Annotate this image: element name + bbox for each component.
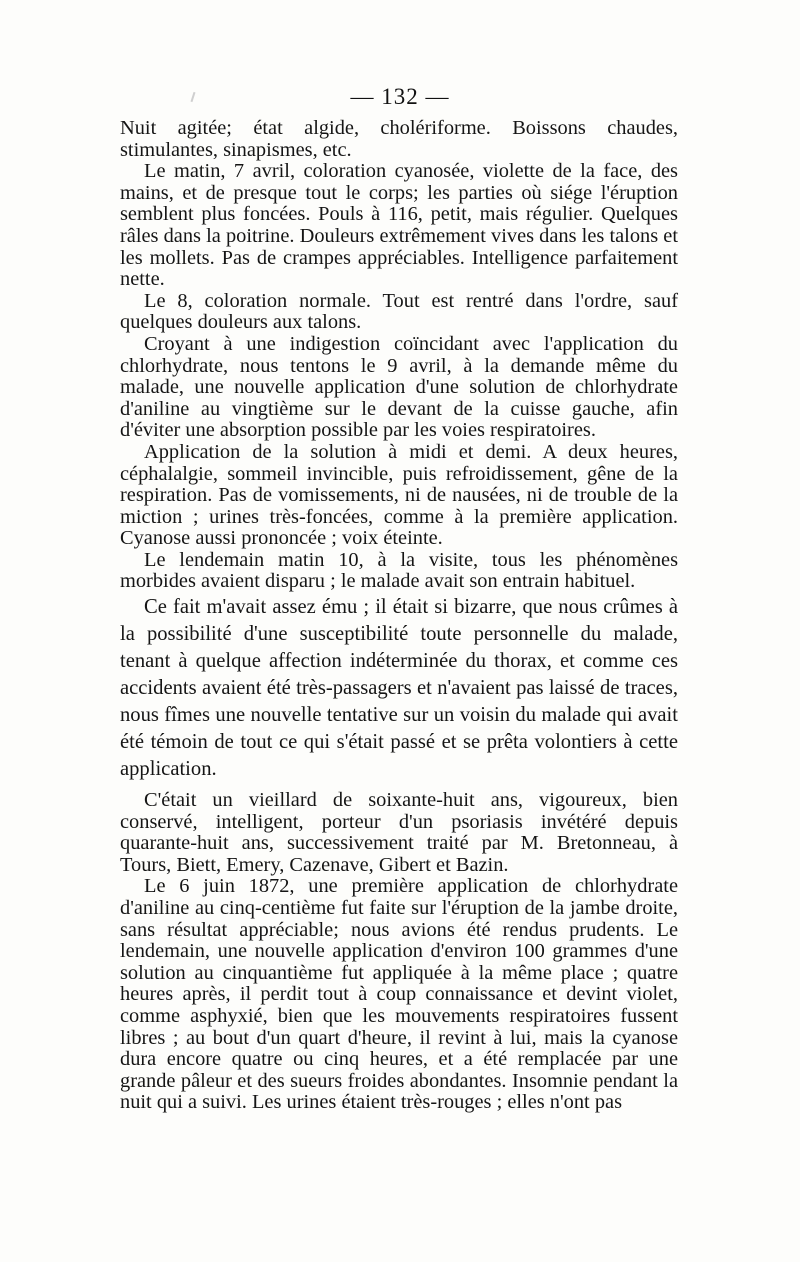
page-number: — 132 — xyxy=(350,84,450,109)
paragraph: Le lendemain matin 10, à la visite, tous les phénomènes morbides avaient disparu ; le malade avait son entrain habituel. xyxy=(120,548,678,593)
paragraph: Croyant à une indigestion coïncidant avec l'application du chlorhydrate, nous tentons le 9 avril, à la demande même du malade, une nouvelle application d'une solution de chlorhydrate d'aniline au vingtième sur le devant de la cuisse gauche, afin d'éviter une absorption possible par les voies respiratoires. xyxy=(120,332,678,442)
text-block-case-continuation xyxy=(120,118,678,593)
paragraph: Application de la solution à midi et demi. A deux heures, céphalalgie, sommeil invincible, puis refroidissement, gêne de la respiration. Pas de vomissements, ni de nausées, ni de trouble de la miction ; urines très-foncées, comme à la première application. Cyanose aussi prononcée ; voix éteinte. xyxy=(120,440,678,550)
text-block-commentary xyxy=(120,594,678,783)
text-block-second-case xyxy=(120,790,678,1114)
paragraph: Le 6 juin 1872, une première application de chlorhydrate d'aniline au cinq-centième fut faite sur l'éruption de la jambe droite, sans résultat appréciable; nous avions été rendus prudents. Le lendemain, une nouvelle application d'environ 100 grammes d'une solution au cinquantième fut appliquée à la même place ; quatre heures après, il perdit tout à coup connaissance et devint violet, comme asphyxié, bien que les mouvements respiratoires fussent libres ; au bout d'un quart d'heure, il revint à lui, mais la cyanose dura encore quatre ou cinq heures, et a été remplacée par une grande pâleur et des sueurs froides abondantes. Insomnie pendant la nuit qui a suivi. Les urines étaient très-rouges ; elles n'ont pas xyxy=(120,875,678,1114)
paragraph: Le matin, 7 avril, coloration cyanosée, violette de la face, des mains, et de presque tout le corps; les parties où siége l'éruption semblent plus foncées. Pouls à 116, petit, mais régulier. Quelques râles dans la poitrine. Douleurs extrêmement vives dans les talons et les mollets. Pas de crampes appréciables. Intelligence parfaitement nette. xyxy=(120,160,678,291)
paragraph: Ce fait m'avait assez ému ; il était si bizarre, que nous crûmes à la possibilité d'une susceptibilité toute personnelle du malade, tenant à quelque affection indéterminée du thorax, et comme ces accidents avaient été très-passagers et n'avaient pas laissé de traces, nous fîmes une nouvelle tentative sur un voisin du malade qui avait été témoin de tout ce qui s'était passé et se prêta volontiers à cette application. xyxy=(120,596,678,780)
paragraph: Nuit agitée; état algide, cholériforme. Boissons chaudes, stimulantes, sinapismes, etc. xyxy=(120,117,678,161)
paragraph: C'était un vieillard de soixante-huit ans, vigoureux, bien conservé, intelligent, porteur d'un psoriasis invétéré depuis quarante-huit ans, successivement traité par M. Bretonneau, à Tours, Biett, Emery, Cazenave, Gibert et Bazin. xyxy=(120,789,678,876)
paragraph: Le 8, coloration normale. Tout est rentré dans l'ordre, sauf quelques douleurs aux talons. xyxy=(120,289,678,334)
